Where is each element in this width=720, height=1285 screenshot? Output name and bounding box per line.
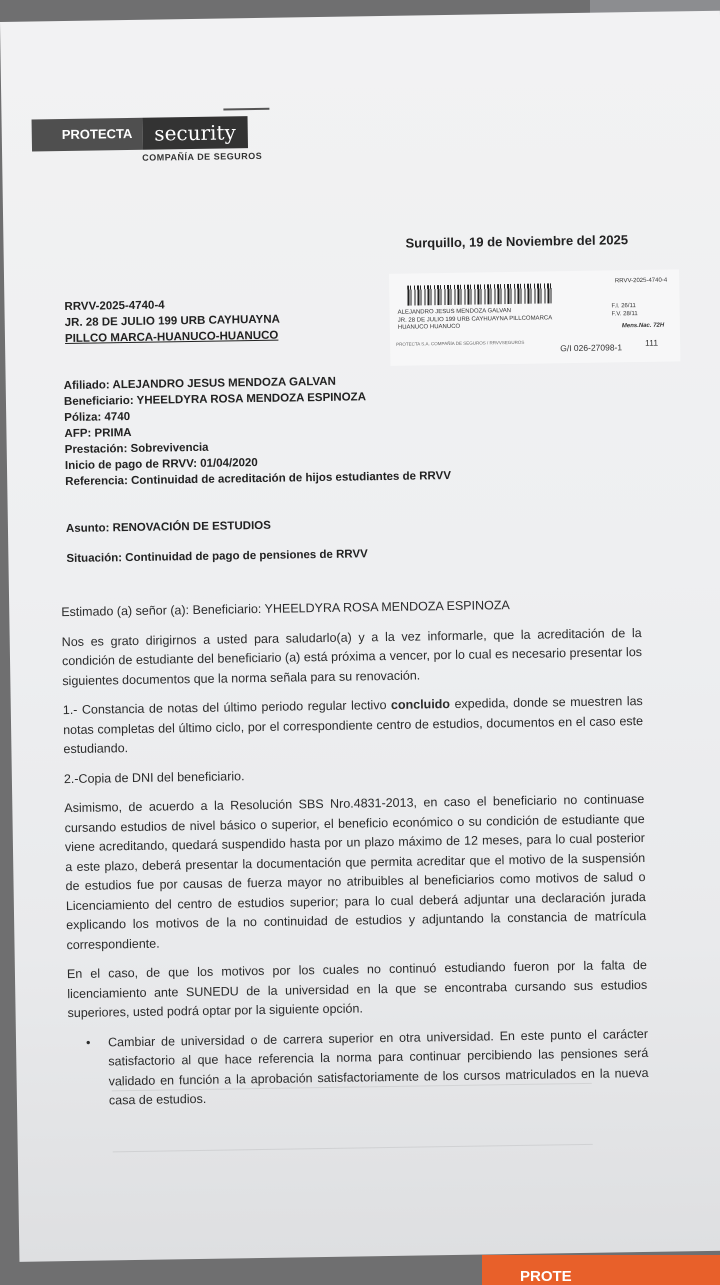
next-page-orange-band (482, 1255, 720, 1285)
letter-page (0, 11, 720, 1262)
paragraph-sunedu: En el caso, de que los motivos por los cuales no continuó estudiando fueron por la falta de licenciamiento ante SUNEDU de la universidad en la que se encontraba cursando sus estudios superiores, usted podrá optar por la siguiente opción. (66, 957, 648, 1021)
logo-security-text: security (142, 116, 248, 150)
greeting: Estimado (a) señor (a): Beneficiario: YHEELDYRA ROSA MENDOZA ESPINOZA (61, 598, 510, 620)
logo-protecta-text: PROTECTA (32, 118, 143, 152)
label-dates (611, 302, 637, 318)
company-logo (32, 116, 263, 165)
label-mens: Mens.Nac. 72H (621, 322, 665, 330)
barcode (407, 283, 552, 305)
address-line-1: JR. 28 DE JULIO 199 URB CAYHUAYNA (64, 313, 280, 330)
label-address (398, 315, 578, 332)
address-line-2: PILLCO MARCA-HUANUCO-HUANUCO (64, 329, 279, 346)
label-code: RRVV-2025-4740-4 (614, 277, 668, 285)
bleed-through-table (112, 1083, 593, 1153)
next-page-brand: PROTE (520, 1268, 572, 1285)
policy-info (64, 372, 451, 490)
item-1-bold: concluido (390, 697, 451, 712)
referencia: Referencia: Continuidad de acreditación de hijos estudiantes de RRVV (65, 469, 452, 489)
letter-body (61, 594, 649, 1112)
asunto: Asunto: RENOVACIÓN DE ESTUDIOS (65, 519, 271, 536)
courier-label (389, 269, 680, 366)
label-gr: G/I 026-27098-1 (560, 342, 623, 354)
logo-tagline: COMPAÑÍA DE SEGUROS (142, 150, 263, 163)
poliza: Póliza: 4740 (64, 411, 131, 425)
paragraph-intro: Nos es grato dirigirnos a usted para saludarlo(a) y a la vez informarle, que la acreditación de la condición de estudiante del beneficiario (a) está próxima a vencer, por lo cual es necesario presentar los siguientes documentos que la norma señala para su renovación. (61, 625, 643, 688)
label-address-line-2: HUANUCO HUANUCO (397, 323, 461, 331)
item-1 (63, 692, 644, 760)
label-company: PROTECTA S.A. COMPAÑÍA DE SEGUROS / RRVVSEGUROS (396, 339, 525, 347)
label-fi: F.I. 26/11 (611, 303, 636, 310)
inicio-pago: Inicio de pago de RRVV: 01/04/2020 (64, 457, 258, 473)
label-name: ALEJANDRO JESUS MENDOZA GALVAN (397, 308, 512, 316)
item-1-text-a: 1.- Constancia de notas del último periodo regular lectivo (62, 697, 392, 718)
afp: AFP: PRIMA (64, 426, 132, 441)
prestacion: Prestación: Sobrevivencia (64, 441, 209, 457)
label-fv: F.V. 28/11 (611, 311, 638, 318)
item-1-text-b: expedida, donde se muestren las notas completas del último ciclo, por el correspondiente centro de estudios, documentos en el caso este estudiando. (63, 693, 644, 757)
beneficiario: Beneficiario: YHEELDYRA ROSA MENDOZA ESPINOZA (63, 391, 367, 409)
item-2: 2.-Copia de DNI del beneficiario. (63, 768, 245, 786)
label-address-line-1: JR. 28 DE JULIO 199 URB CAYHUAYNA PILLCOMARCA (397, 315, 553, 324)
reference-code: RRVV-2025-4740-4 (64, 299, 165, 314)
label-number: 111 (645, 337, 659, 348)
afiliado: Afiliado: ALEJANDRO JESUS MENDOZA GALVAN (63, 375, 336, 393)
paragraph-resolution: Asimismo, de acuerdo a la Resolución SBS Nro.4831-2013, en caso el beneficiario no continuase cursando estudios de nivel básico o superior, el beneficio económico o su condición de estudiante que viene acreditando, quedará suspendido hasta por un plazo máximo de 12 meses, para lo cual posterior a este plazo, deberá presentar la documentación que permita acreditar que el motivo de la suspensión de estudios fue por causas de fuerza mayor no atribuibles al beneficiarios como motivos de salud o Licenciamiento del centro de estudios superior; para lo cual deberá adjuntar una declaración jurada explicando los motivos de la no continuidad de estudios y adjuntando la constancia de matrícula correspondiente. (64, 791, 647, 952)
pen-mark (223, 108, 269, 111)
bullet-icon: • (85, 1035, 91, 1050)
recipient-address (64, 296, 280, 347)
letter-date: Surquillo, 19 de Noviembre del 2025 (405, 232, 629, 251)
bullet-text: Cambiar de universidad o de carrera superior en otra universidad. En este punto el carácter satisfactorio al que hace referencia la norma para continuar percibiendo las pensiones será validado en función a la aprobación satisfactoriamente de los cursos matriculados en la nueva casa de estudios. (107, 1026, 649, 1108)
situacion: Situación: Continuidad de pago de pensiones de RRVV (66, 548, 368, 566)
